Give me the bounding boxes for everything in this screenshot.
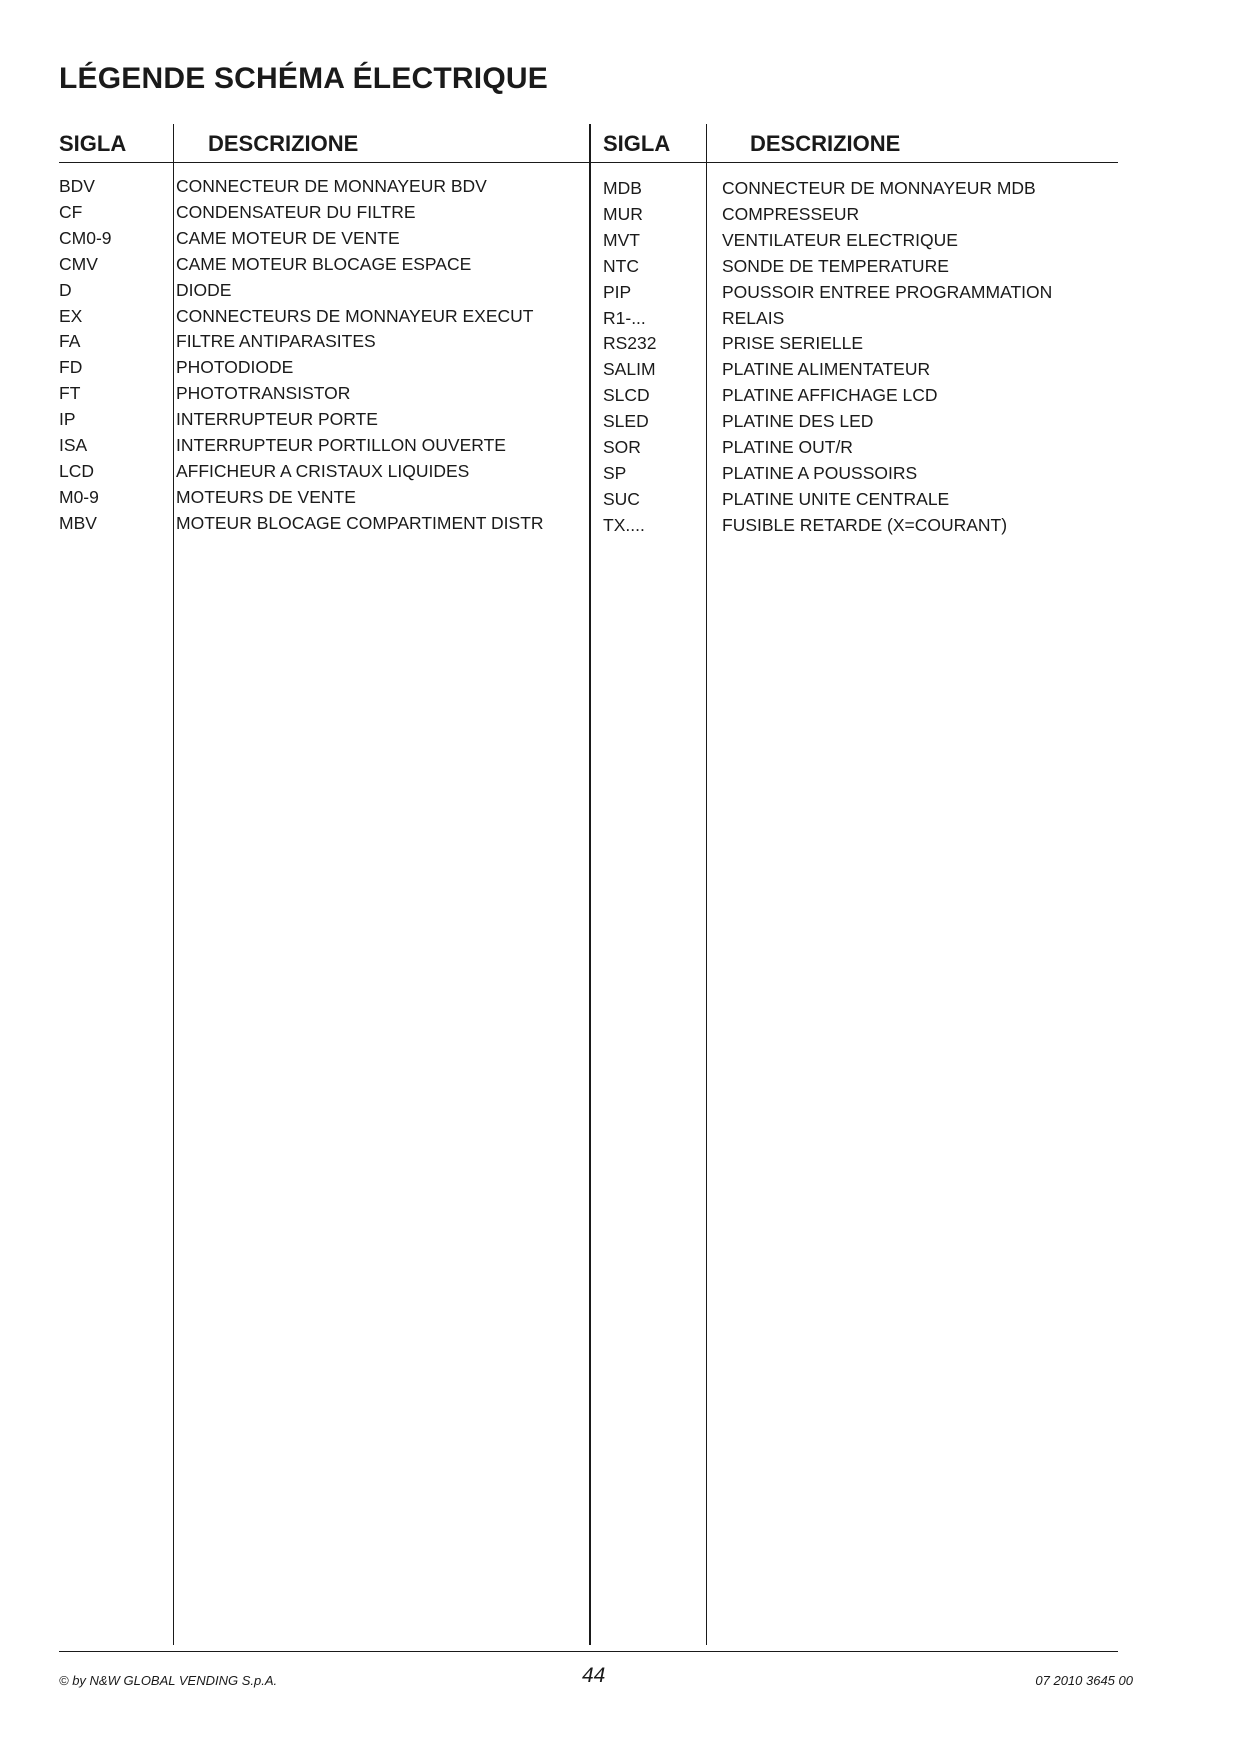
sigla-description: CONDENSATEUR DU FILTRE — [176, 202, 416, 222]
sigla-description: CONNECTEUR DE MONNAYEUR BDV — [176, 176, 487, 196]
sigla-code: PIP — [603, 282, 632, 302]
header-descrizione-right: DESCRIZIONE — [750, 131, 901, 156]
sigla-code: SALIM — [603, 359, 656, 379]
sigla-code: RS232 — [603, 333, 657, 353]
sigla-code: D — [59, 280, 72, 300]
page-number: 44 — [582, 1664, 606, 1687]
copyright-text: © by N&W GLOBAL VENDING S.p.A. — [59, 1673, 278, 1688]
sigla-description: PLATINE UNITE CENTRALE — [722, 489, 950, 509]
sigla-code: MBV — [59, 513, 97, 533]
sigla-description: POUSSOIR ENTREE PROGRAMMATION — [722, 282, 1053, 302]
header-rule-right — [591, 162, 1118, 163]
sigla-code: IP — [59, 409, 76, 429]
center-divider — [589, 124, 591, 1645]
page-title: LÉGENDE SCHÉMA ÉLECTRIQUE — [59, 62, 548, 95]
sigla-code: SLCD — [603, 385, 650, 405]
header-sigla-left: SIGLA — [59, 131, 127, 156]
sigla-code: EX — [59, 306, 83, 326]
sigla-description: INTERRUPTEUR PORTE — [176, 409, 378, 429]
sigla-description: MOTEURS DE VENTE — [176, 487, 356, 507]
header-sigla-right: SIGLA — [603, 131, 671, 156]
sigla-code: FA — [59, 331, 81, 351]
document-code: 07 2010 3645 00 — [1035, 1673, 1133, 1688]
footer-rule — [59, 1651, 1118, 1652]
sigla-code: CF — [59, 202, 83, 222]
sigla-code: R1-... — [603, 308, 646, 328]
sigla-description: RELAIS — [722, 308, 785, 328]
sigla-code: ISA — [59, 435, 88, 455]
sigla-description: AFFICHEUR A CRISTAUX LIQUIDES — [176, 461, 470, 481]
sigla-description: DIODE — [176, 280, 232, 300]
sigla-description: CAME MOTEUR BLOCAGE ESPACE — [176, 254, 472, 274]
sigla-code: SLED — [603, 411, 649, 431]
sigla-code: FD — [59, 357, 83, 377]
sigla-description: COMPRESSEUR — [722, 204, 860, 224]
header-descrizione-left: DESCRIZIONE — [208, 131, 359, 156]
sigla-description: CONNECTEURS DE MONNAYEUR EXECUT — [176, 306, 534, 326]
sigla-code: SOR — [603, 437, 641, 457]
sigla-description: FILTRE ANTIPARASITES — [176, 331, 376, 351]
sigla-description: VENTILATEUR ELECTRIQUE — [722, 230, 958, 250]
sigla-description: CAME MOTEUR DE VENTE — [176, 228, 400, 248]
left-column-divider — [173, 124, 174, 1645]
header-rule-left — [59, 162, 589, 163]
sigla-code: SUC — [603, 489, 640, 509]
sigla-description: MOTEUR BLOCAGE COMPARTIMENT DISTR — [176, 513, 544, 533]
sigla-description: PLATINE ALIMENTATEUR — [722, 359, 931, 379]
sigla-description: PRISE SERIELLE — [722, 333, 864, 353]
sigla-code: MDB — [603, 178, 642, 198]
sigla-description: INTERRUPTEUR PORTILLON OUVERTE — [176, 435, 506, 455]
sigla-code: LCD — [59, 461, 95, 481]
sigla-description: PHOTODIODE — [176, 357, 294, 377]
right-column-divider — [706, 124, 707, 1645]
sigla-description: PHOTOTRANSISTOR — [176, 383, 351, 403]
sigla-code: M0-9 — [59, 487, 99, 507]
sigla-description: PLATINE AFFICHAGE LCD — [722, 385, 938, 405]
sigla-code: TX.... — [603, 515, 645, 535]
sigla-code: CM0-9 — [59, 228, 112, 248]
sigla-description: PLATINE OUT/R — [722, 437, 853, 457]
sigla-description: FUSIBLE RETARDE (X=COURANT) — [722, 515, 1008, 535]
sigla-description: SONDE DE TEMPERATURE — [722, 256, 949, 276]
sigla-description: CONNECTEUR DE MONNAYEUR MDB — [722, 178, 1036, 198]
sigla-code: MUR — [603, 204, 643, 224]
sigla-code: NTC — [603, 256, 639, 276]
sigla-description: PLATINE A POUSSOIRS — [722, 463, 918, 483]
sigla-code: SP — [603, 463, 627, 483]
sigla-code: BDV — [59, 176, 95, 196]
sigla-code: CMV — [59, 254, 98, 274]
sigla-description: PLATINE DES LED — [722, 411, 874, 431]
sigla-code: FT — [59, 383, 81, 403]
sigla-code: MVT — [603, 230, 640, 250]
